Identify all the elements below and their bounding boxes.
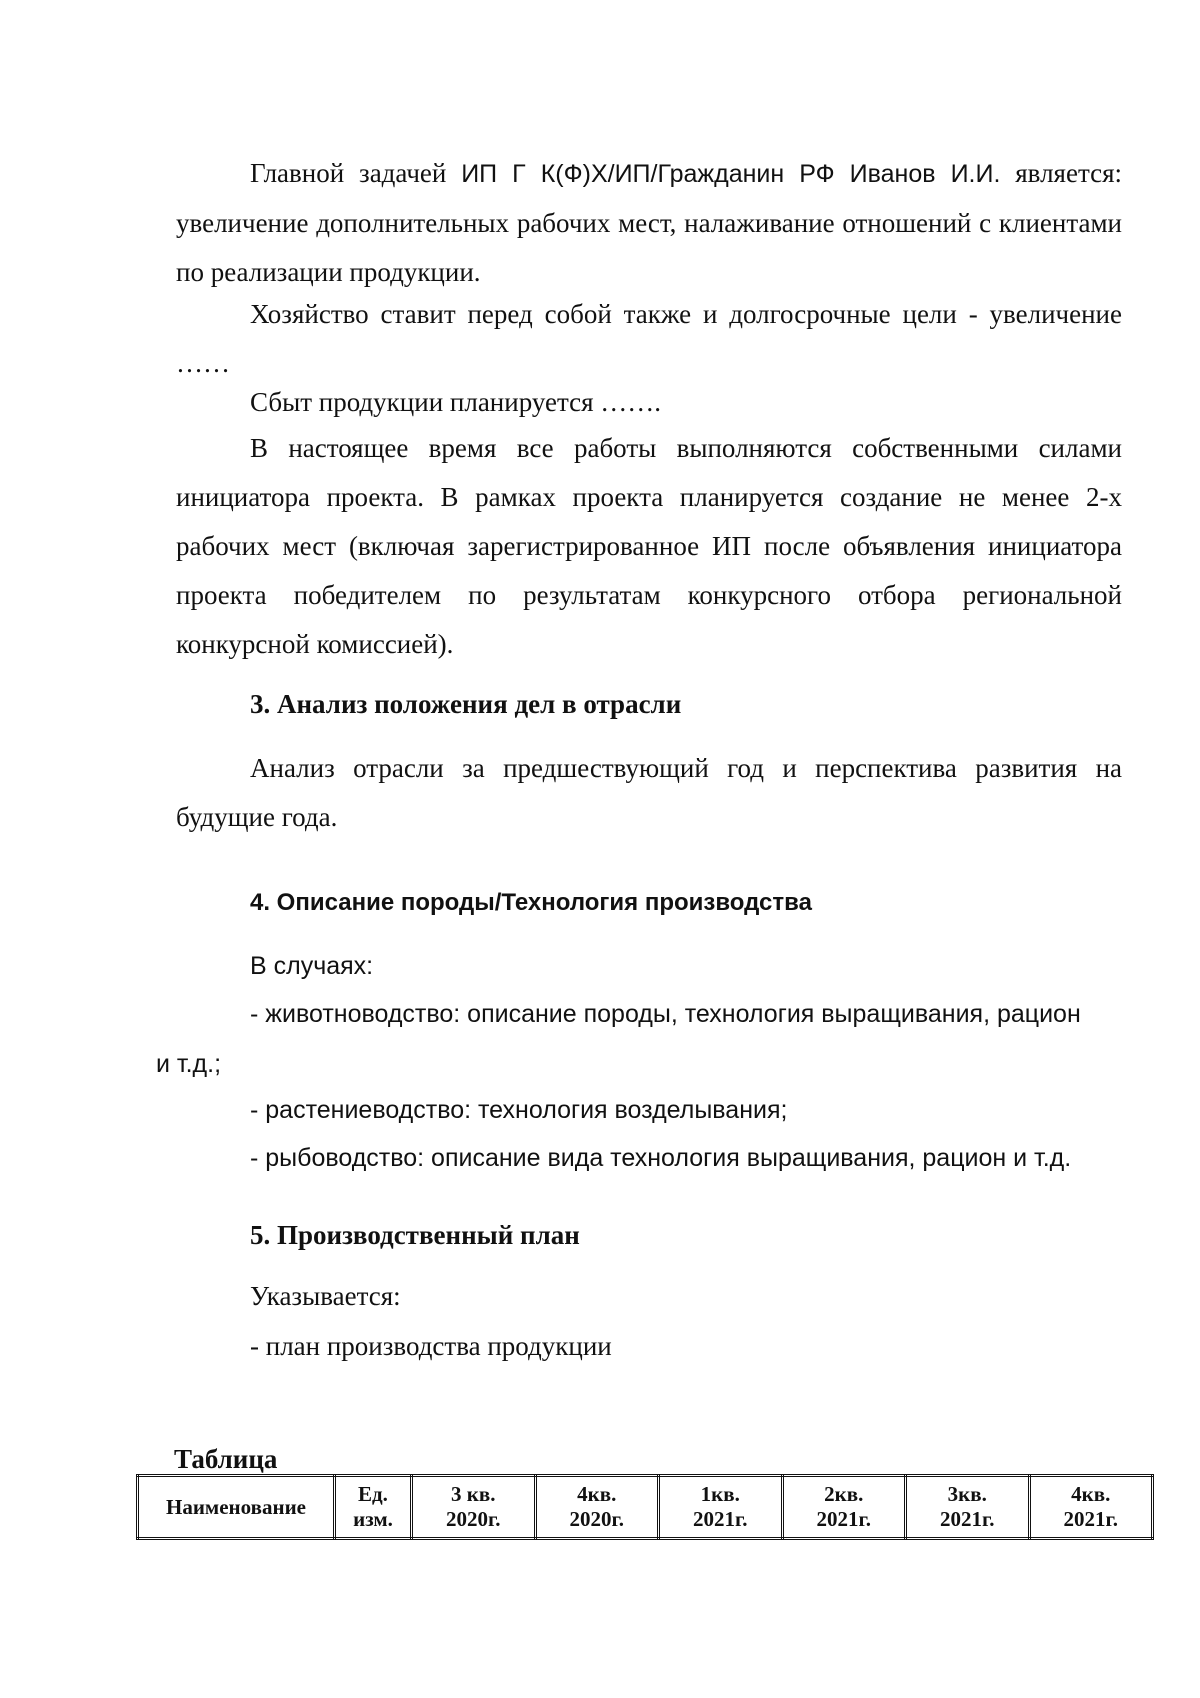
header-q4-2020: 4кв. 2020г. <box>535 1476 659 1539</box>
table-header-row <box>138 1476 1153 1539</box>
section-4-intro: В случаях: <box>250 952 374 980</box>
header-name: Наименование <box>138 1476 335 1539</box>
production-plan-table <box>136 1474 1154 1540</box>
paragraph-workforce: В настоящее время все работы выполняются собственными силами инициатора проекта. В рамках проекта планируется создание не менее 2-х рабочих мест (включая зарегистрированное ИП после объявления инициатора проекта победителем по результатам конкурсного отбора региональной конкурсной комиссией). <box>176 433 1122 659</box>
section-5-item: - план производства продукции <box>250 1331 612 1361</box>
section-3-heading: 3. Анализ положения дел в отрасли <box>250 689 682 719</box>
paragraph-long-term-goals: Хозяйство ставит перед собой также и долгосрочные цели - увеличение …… <box>176 299 1122 378</box>
header-q2-2021: 2кв. 2021г. <box>782 1476 906 1539</box>
header-unit: Ед. изм. <box>335 1476 412 1539</box>
section-3-text: Анализ отрасли за предшествующий год и перспектива развития на будущие года. <box>176 753 1122 832</box>
section-5-heading: 5. Производственный план <box>250 1220 580 1250</box>
header-q1-2021: 1кв. 2021г. <box>659 1476 783 1539</box>
paragraph-sales: Сбыт продукции планируется ……. <box>250 387 661 417</box>
applicant-name: ИП Г К(Ф)Х/ИП/Гражданин РФ Иванов И.И. <box>461 160 1001 188</box>
section-4-item-livestock-cont: и т.д.; <box>156 1050 222 1078</box>
section-4-item-livestock: - животноводство: описание породы, технология выращивания, рацион <box>250 1000 1081 1028</box>
section-5-intro: Указывается: <box>250 1281 401 1311</box>
section-4-item-crops: - растениеводство: технология возделывания; <box>250 1096 788 1124</box>
section-4-item-fish: - рыбоводство: описание вида технология выращивания, рацион и т.д. <box>250 1144 1072 1172</box>
paragraph-main-goal: Главной задачей ИП Г К(Ф)Х/ИП/Гражданин РФ Иванов И.И. является: увеличение дополнительных рабочих мест, налаживание отношений с клиентами по реализации продукции. <box>176 158 1122 287</box>
header-q3-2020: 3 кв. 2020г. <box>412 1476 536 1539</box>
header-q3-2021: 3кв. 2021г. <box>906 1476 1030 1539</box>
table-caption: Таблица <box>174 1444 278 1474</box>
header-q4-2021: 4кв. 2021г. <box>1029 1476 1153 1539</box>
section-4-heading: 4. Описание породы/Технология производства <box>250 889 812 916</box>
